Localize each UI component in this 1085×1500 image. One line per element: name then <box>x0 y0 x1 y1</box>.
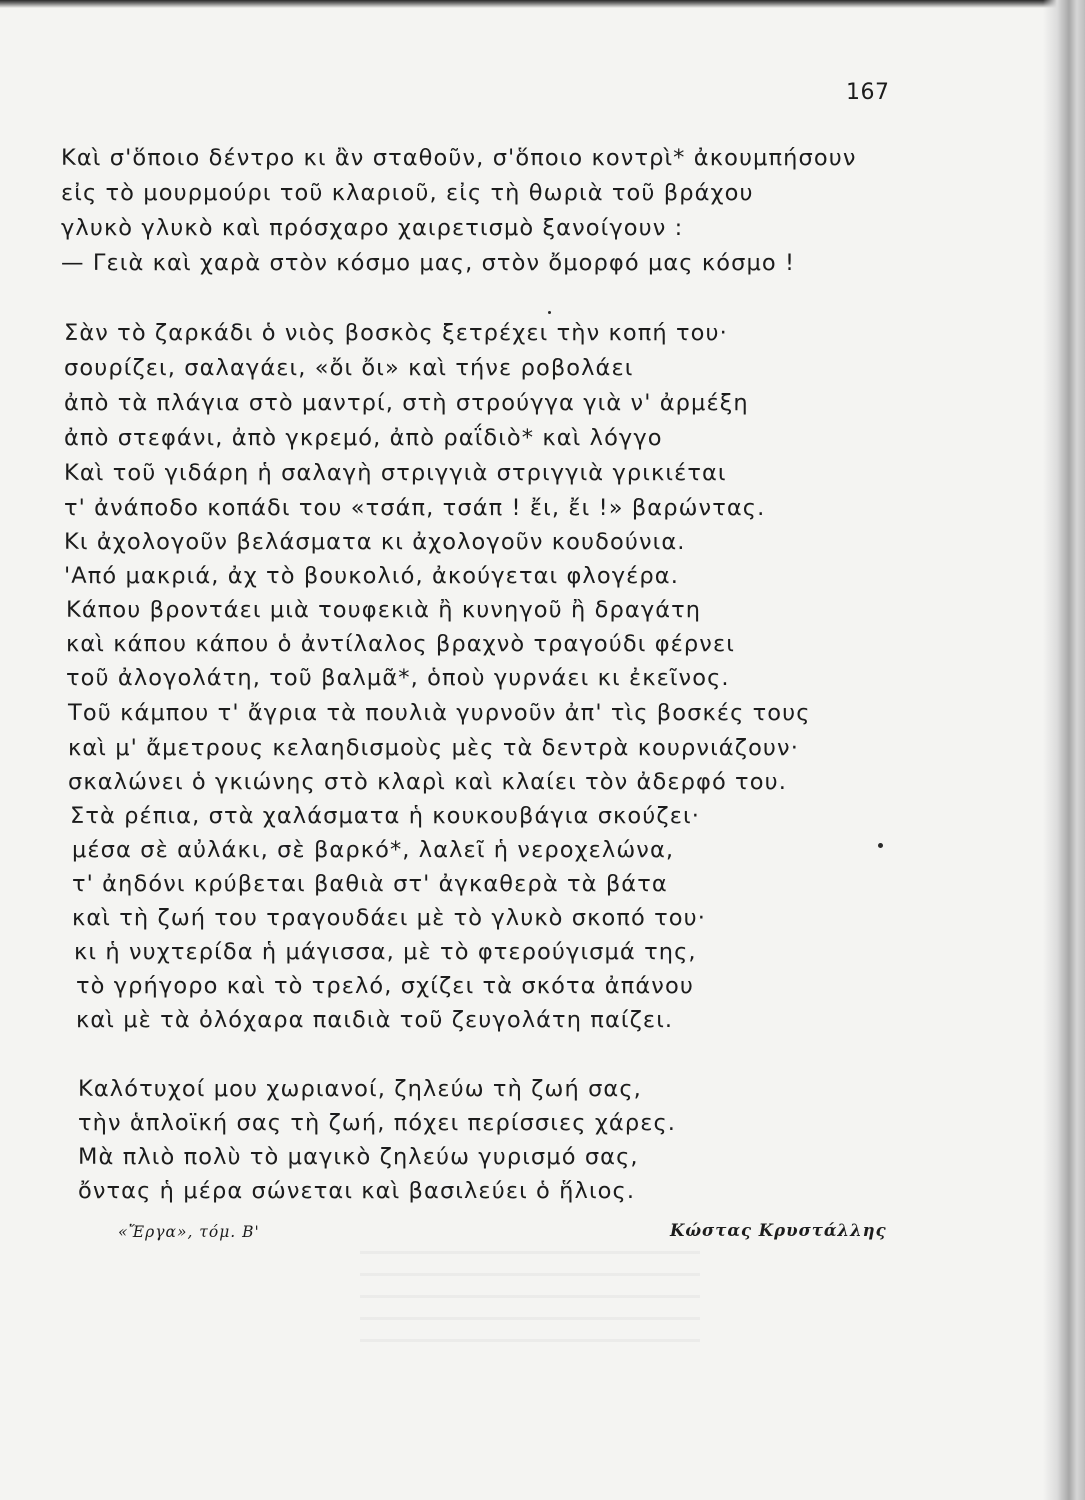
poem-line: ἀπὸ στεφάνι, ἀπὸ γκρεμό, ἀπὸ ραΐδιὸ* καὶ λόγγο <box>64 425 663 451</box>
poem-line: Καλότυχοί μου χωριανοί, ζηλεύω τὴ ζωή σας, <box>78 1076 642 1102</box>
poem-line: Σὰν τὸ ζαρκάδι ὁ νιὸς βοσκὸς ξετρέχει τὴν κοπή του· <box>64 320 728 346</box>
poem-line: τὴν ἁπλοϊκή σας τὴ ζωή, πόχει περίσσιες χάρες. <box>78 1110 677 1136</box>
poem-line: κι ἡ νυχτερίδα ἡ μάγισσα, μὲ τὸ φτερούγισμά της, <box>74 939 697 965</box>
poem-line: καὶ μ' ἄμετρους κελαηδισμοὺς μὲς τὰ δεντρὰ κουρνιάζουν· <box>68 735 799 761</box>
page-number: 167 <box>846 80 890 105</box>
poem-line: καὶ κάπου κάπου ὁ ἀντίλαλος βραχνὸ τραγούδι φέρνει <box>66 631 735 657</box>
poem-line: Καὶ τοῦ γιδάρη ἡ σαλαγὴ στριγγιὰ στριγγιὰ γρικιέται <box>64 460 727 486</box>
poem-line: ὄντας ἡ μέρα σώνεται καὶ βασιλεύει ὁ ἥλιος. <box>78 1178 636 1204</box>
poem-line: εἰς τὸ μουρμούρι τοῦ κλαριοῦ, εἰς τὴ θωριὰ τοῦ βράχου <box>61 180 754 206</box>
poem-line: Στὰ ρέπια, στὰ χαλάσματα ἡ κουκουβάγια σκούζει· <box>70 803 700 829</box>
poem-line: Καὶ σ'ὅποιο δέντρο κι ἂν σταθοῦν, σ'ὅποιο κοντρὶ* ἀκουμπήσουν <box>61 145 857 171</box>
poem-line: σκαλώνει ὁ γκιώνης στὸ κλαρὶ καὶ κλαίει τὸν ἀδερφό του. <box>68 769 787 795</box>
scan-edge-right <box>1043 0 1085 1500</box>
show-through-text <box>360 1240 700 1350</box>
poem-line: 'Από μακριά, ἀχ τὸ βουκολιό, ἀκούγεται φλογέρα. <box>64 563 679 589</box>
poem-line: Κι ἀχολογοῦν βελάσματα κι ἀχολογοῦν κουδούνια. <box>64 529 686 555</box>
poem-line: καὶ μὲ τὰ ὀλόχαρα παιδιὰ τοῦ ζευγολάτη παίζει. <box>76 1007 674 1033</box>
ink-speck <box>548 311 551 314</box>
ink-speck <box>878 843 883 848</box>
poem-line: τ' ἀηδόνι κρύβεται βαθιὰ στ' ἀγκαθερὰ τὰ βάτα <box>72 871 668 897</box>
poem-line: τὸ γρήγορο καὶ τὸ τρελό, σχίζει τὰ σκότα ἀπάνου <box>76 973 694 999</box>
scan-edge-top <box>0 0 1085 8</box>
poem-line: τ' ἀνάποδο κοπάδι του «τσάπ, τσάπ ! ἔι, ἔι !» βαρώντας. <box>64 495 766 521</box>
poem-line: καὶ τὴ ζωή του τραγουδάει μὲ τὸ γλυκὸ σκοπό του· <box>72 905 707 931</box>
author-name: Κώστας Κρυστάλλης <box>670 1221 887 1240</box>
poem-line: ἀπὸ τὰ πλάγια στὸ μαντρί, στὴ στρούγγα γιὰ ν' ἀρμέξη <box>64 390 749 416</box>
poem-line: Τοῦ κάμπου τ' ἄγρια τὰ πουλιὰ γυρνοῦν ἀπ' τὶς βοσκές τους <box>68 700 811 726</box>
poem-line: — Γειὰ καὶ χαρὰ στὸν κόσμο μας, στὸν ὄμορφό μας κόσμο ! <box>61 250 796 276</box>
poem-line: μέσα σὲ αὐλάκι, σὲ βαρκό*, λαλεῖ ἡ νεροχελώνα, <box>72 837 675 863</box>
poem-line: σουρίζει, σαλαγάει, «ὄι ὄι» καὶ τήνε ροβολάει <box>64 355 634 381</box>
poem-line: Κάπου βροντάει μιὰ τουφεκιὰ ἢ κυνηγοῦ ἢ δραγάτη <box>66 597 702 623</box>
poem-line: Μὰ πλιὸ πολὺ τὸ μαγικὸ ζηλεύω γυρισμό σας, <box>78 1144 639 1170</box>
poem-line: γλυκὸ γλυκὸ καὶ πρόσχαρο χαιρετισμὸ ξανοίγουν : <box>61 215 684 241</box>
source-reference: «Ἔργα», τόμ. Β' <box>118 1223 260 1241</box>
poem-line: τοῦ ἀλογολάτη, τοῦ βαλμᾶ*, ὁποὺ γυρνάει κι ἐκεῖνος. <box>66 665 730 691</box>
